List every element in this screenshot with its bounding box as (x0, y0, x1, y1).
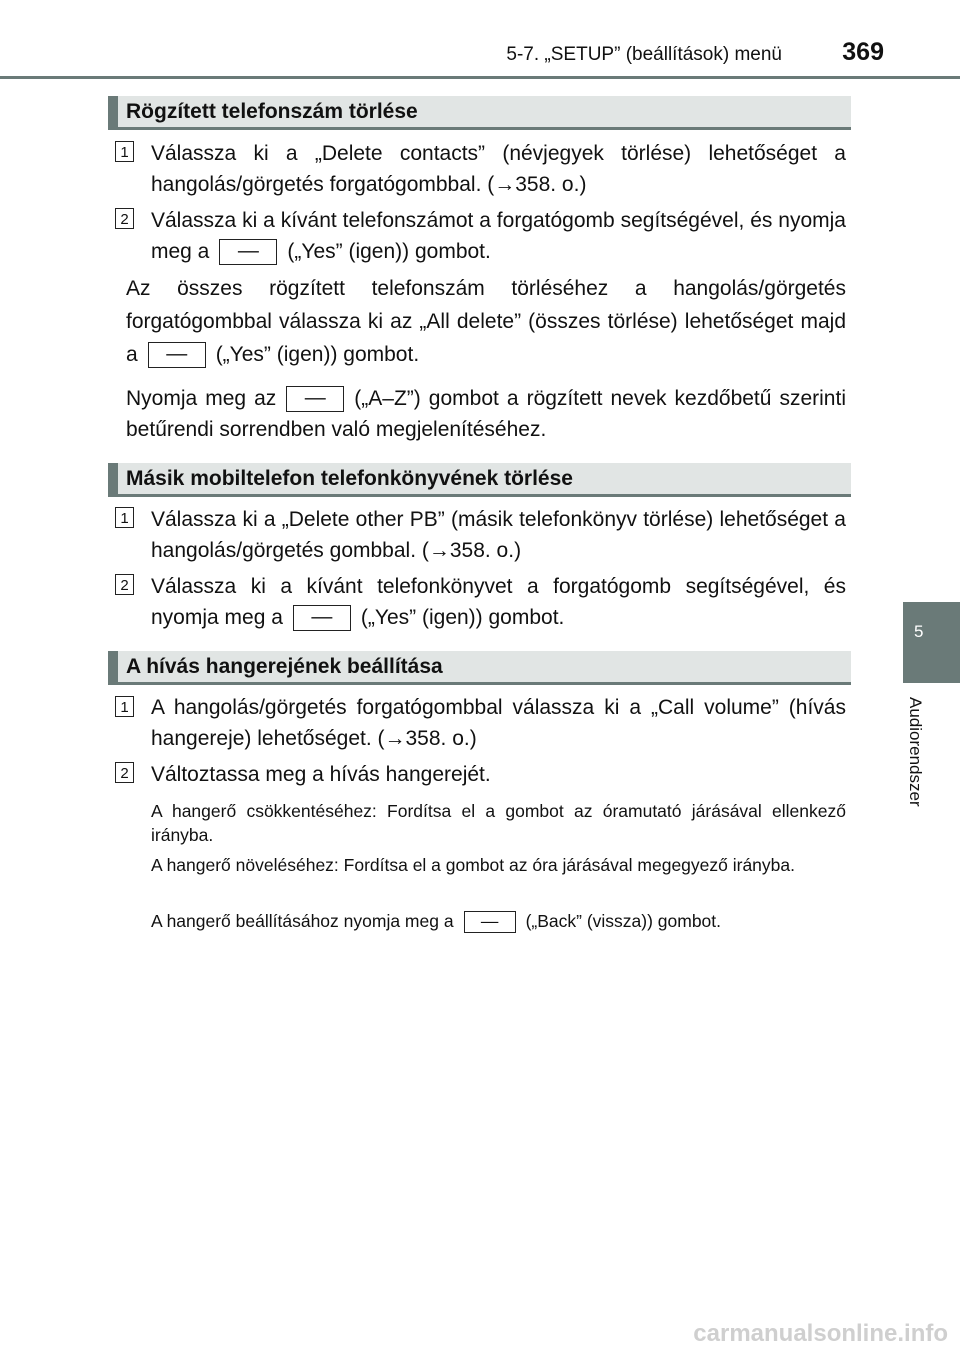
text: Az összes rögzített telefonszám törléséhez a hangolás/görgetés forgatógombbal válassza ki az „All delete” (összes törlése) lehetőséget majd a (126, 277, 846, 366)
az-button-icon: — (286, 386, 344, 412)
chapter-title: 5-7. „SETUP” (beállítások) menü (506, 44, 782, 65)
text: („Yes” (igen)) gombot. (215, 343, 420, 366)
step-text: Változtassa meg a hívás hangerejét. (151, 763, 491, 786)
text: Válassza ki a kívánt telefonkönyvet a forgatógomb segítségével, és nyomja meg a (151, 575, 846, 629)
watermark: carmanualsonline.info (693, 1320, 948, 1347)
yes-button-icon: — (219, 239, 277, 265)
step-text (151, 571, 846, 633)
text: Nyomja meg az (126, 387, 277, 410)
yes-button-icon: — (293, 605, 351, 631)
step-text: Válassza ki a „Delete other PB” (másik telefonkönyv törlése) lehetőséget a hangolás/görgetés gombbal. (→358. o.) (151, 508, 846, 562)
step-text: Válassza ki a „Delete contacts” (névjegyek törlése) lehetőséget a hangolás/görgetés forgatógombbal. (→358. o.) (151, 142, 846, 196)
page-number: 369 (842, 38, 884, 66)
text: A hangerő beállításához nyomja meg a (151, 911, 454, 931)
step-text: A hangolás/görgetés forgatógombbal válassza ki a „Call volume” (hívás hangereje) lehetőséget. (→358. o.) (151, 696, 846, 750)
paragraph (126, 383, 846, 445)
note: A hangerő csökkentéséhez: Fordítsa el a gombot az óramutató járásával ellenkező irányba. (151, 801, 846, 845)
chapter-tab: 5 (903, 602, 960, 683)
step-number: 2 (115, 208, 134, 229)
section-heading: Másik mobiltelefon telefonkönyvének törlése (108, 463, 851, 497)
text: Válassza ki a kívánt telefonszámot a forgatógomb segítségével, és nyomja meg a (151, 209, 846, 263)
back-button-icon: — (464, 911, 516, 933)
yes-button-icon: — (148, 342, 206, 368)
note (151, 909, 846, 933)
section-heading: Rögzített telefonszám törlése (108, 96, 851, 130)
text: („Yes” (igen)) gombot. (360, 606, 565, 629)
step-number: 1 (115, 141, 134, 162)
text: („A–Z”) gombot a rögzített nevek kezdőbetű szerinti betűrendi sorrendben való megjelenítéséhez. (126, 387, 846, 441)
step-number: 2 (115, 574, 134, 595)
step-number: 2 (115, 762, 134, 783)
text: („Back” (vissza)) gombot. (525, 911, 722, 931)
chapter-label: Audiorendszer (906, 697, 925, 807)
header-divider (0, 76, 960, 79)
text: („Yes” (igen)) gombot. (287, 240, 491, 263)
step-number: 1 (115, 507, 134, 528)
step-text (151, 205, 846, 267)
section-heading: A hívás hangerejének beállítása (108, 651, 851, 685)
step-number: 1 (115, 696, 134, 717)
note: A hangerő növeléséhez: Fordítsa el a gombot az óra járásával megegyező irányba. (151, 855, 795, 875)
paragraph (126, 272, 846, 371)
